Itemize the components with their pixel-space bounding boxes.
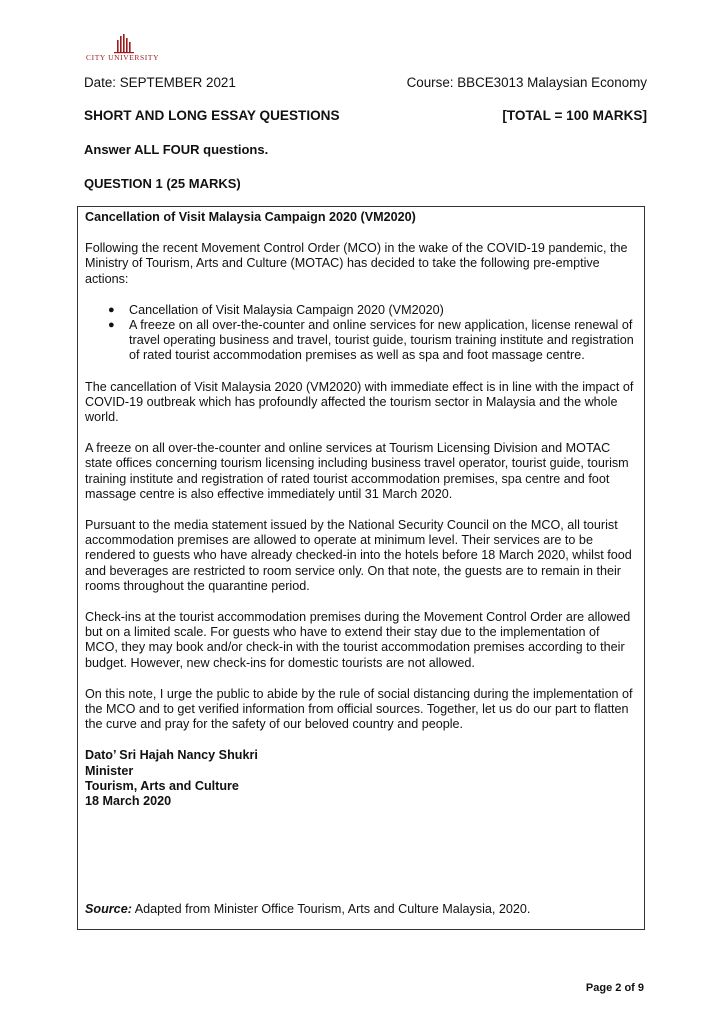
logo-text: CITY UNIVERSITY (86, 53, 160, 62)
source-citation (85, 902, 530, 917)
action-list (85, 303, 635, 364)
source-label: Source: (85, 902, 132, 916)
passage-box (77, 206, 645, 930)
signatory-ministry: Tourism, Arts and Culture (85, 778, 239, 793)
question-label: QUESTION 1 (25 MARKS) (84, 176, 241, 191)
course-code: Course: BBCE3013 Malaysian Economy (406, 75, 647, 90)
source-text: Adapted from Minister Office Tourism, Arts and Culture Malaysia, 2020. (131, 902, 531, 916)
logo-tower-icon (86, 34, 176, 54)
list-item-text: A freeze on all over-the-counter and online services for new application, license renewal of travel operating business and travel, tourist guide, tourism training institute and registration of rated tourist accommodation premises as well as spa and foot massage centre. (129, 318, 634, 363)
list-item (108, 302, 635, 318)
paragraph: On this note, I urge the public to abide by the rule of social distancing during the implementation of the MCO and to get verified information from official sources. Together, let us do our part to flatten the curve and pray for the safety of our beloved country and people. (85, 686, 633, 732)
section-title: SHORT AND LONG ESSAY QUESTIONS (84, 108, 340, 123)
paragraph: A freeze on all over-the-counter and online services at Tourism Licensing Division and MOTAC state offices concerning tourism licensing including business travel operator, tourist guide, tourism training institute and registration of rated tourist accommodation premises, spa centre and foot massage centre is also effective immediately until 31 March 2020. (85, 441, 629, 501)
list-item-text: Cancellation of Visit Malaysia Campaign 2020 (VM2020) (129, 302, 444, 317)
signature-date: 18 March 2020 (85, 794, 172, 809)
passage-heading: Cancellation of Visit Malaysia Campaign 2020 (VM2020) (85, 210, 416, 224)
paragraph: The cancellation of Visit Malaysia 2020 (VM2020) with immediate effect is in line with the impact of COVID-19 outbreak which has profoundly affected the tourism sector in Malaysia and the whole world. (85, 379, 634, 425)
signatory-title: Minister (85, 763, 134, 778)
university-logo (86, 34, 176, 64)
signatory-name: Dato’ Sri Hajah Nancy Shukri (85, 748, 258, 763)
total-marks: [TOTAL = 100 MARKS] (502, 108, 647, 123)
passage-intro: Following the recent Movement Control Order (MCO) in the wake of the COVID-19 pandemic, the Ministry of Tourism, Arts and Culture (MOTAC) has decided to take the following pre-emptive actions: (85, 241, 628, 286)
instruction: Answer ALL FOUR questions. (84, 142, 269, 157)
list-item (108, 318, 635, 364)
section-title-row (84, 108, 647, 123)
exam-date: Date: SEPTEMBER 2021 (84, 75, 236, 90)
page-number: Page 2 of 9 (585, 982, 644, 994)
exam-meta (84, 75, 647, 90)
bullet-icon: ● (108, 319, 115, 332)
paragraph: Pursuant to the media statement issued by the National Security Council on the MCO, all tourist accommodation premises are allowed to operate at minimum level. Their services are to be rendered to guests who have already checked-in into the hotels before 18 March 2020, whilst food and beverages are restricted to room service only. On that note, the guests are to remain in their rooms throughout the quarantine period. (85, 518, 632, 593)
signature-block (85, 748, 635, 809)
bullet-icon: ● (108, 303, 115, 316)
paragraph: Check-ins at the tourist accommodation premises during the Movement Control Order are allowed but on a limited scale. For guests who have to extend their stay due to the implementation of MCO, they may book and/or check-in with the tourist accommodation premises according to their budget. However, new check-ins for domestic tourists are not allowed. (85, 610, 631, 670)
